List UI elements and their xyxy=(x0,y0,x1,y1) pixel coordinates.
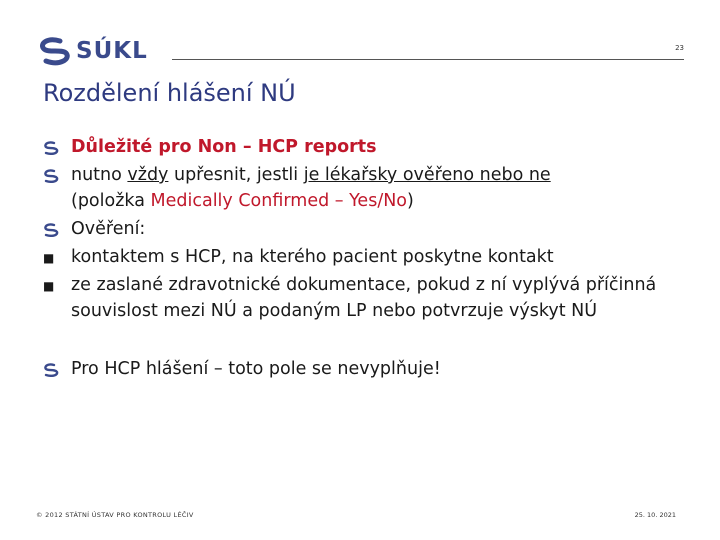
item-text-underlined: je lékařsky ověřeno nebo ne xyxy=(303,165,551,185)
square-bullet-icon: ■ xyxy=(43,251,55,265)
item-text-underlined: vždy xyxy=(127,165,169,185)
item-text-part: (položka xyxy=(71,191,151,211)
item-text-part: nutno xyxy=(71,165,128,185)
footer-date: 25. 10. 2021 xyxy=(634,511,676,519)
list-item xyxy=(40,272,680,324)
list-item xyxy=(40,162,680,214)
sukl-bullet-icon xyxy=(43,223,59,237)
slide-content xyxy=(40,134,680,382)
sukl-bullet-icon xyxy=(43,169,59,183)
sukl-logo-icon xyxy=(38,36,72,66)
item-text: Ověření: xyxy=(71,219,146,239)
list-item xyxy=(40,356,680,382)
item-text-part: upřesnit, jestli xyxy=(168,165,304,185)
list-item xyxy=(40,134,680,160)
square-bullet-icon: ■ xyxy=(43,279,55,293)
item-text: ze zaslané zdravotnické dokumentace, pokud z ní vyplývá příčinná souvislost mezi NÚ a podaným LP nebo potvrzuje výskyt NÚ xyxy=(71,275,657,321)
slide-title: Rozdělení hlášení NÚ xyxy=(43,79,296,107)
sukl-bullet-icon xyxy=(43,141,59,155)
item-text: kontaktem s HCP, na kterého pacient poskytne kontakt xyxy=(71,247,554,267)
logo-text: SÚKL xyxy=(76,38,148,64)
sukl-bullet-icon xyxy=(43,363,59,377)
item-text: Důležité pro Non – HCP reports xyxy=(71,137,377,157)
sukl-logo xyxy=(38,36,148,66)
list-item xyxy=(40,244,680,270)
footer-copyright: © 2012 STÁTNÍ ÚSTAV PRO KONTROLU LÉČIV xyxy=(36,511,194,519)
list-item xyxy=(40,216,680,242)
item-text: Pro HCP hlášení – toto pole se nevyplňuje! xyxy=(71,359,441,379)
item-text-part: ) xyxy=(407,191,414,211)
page-number: 23 xyxy=(675,44,684,52)
item-text-highlight: Medically Confirmed – Yes/No xyxy=(150,191,408,211)
header-divider xyxy=(172,59,684,60)
